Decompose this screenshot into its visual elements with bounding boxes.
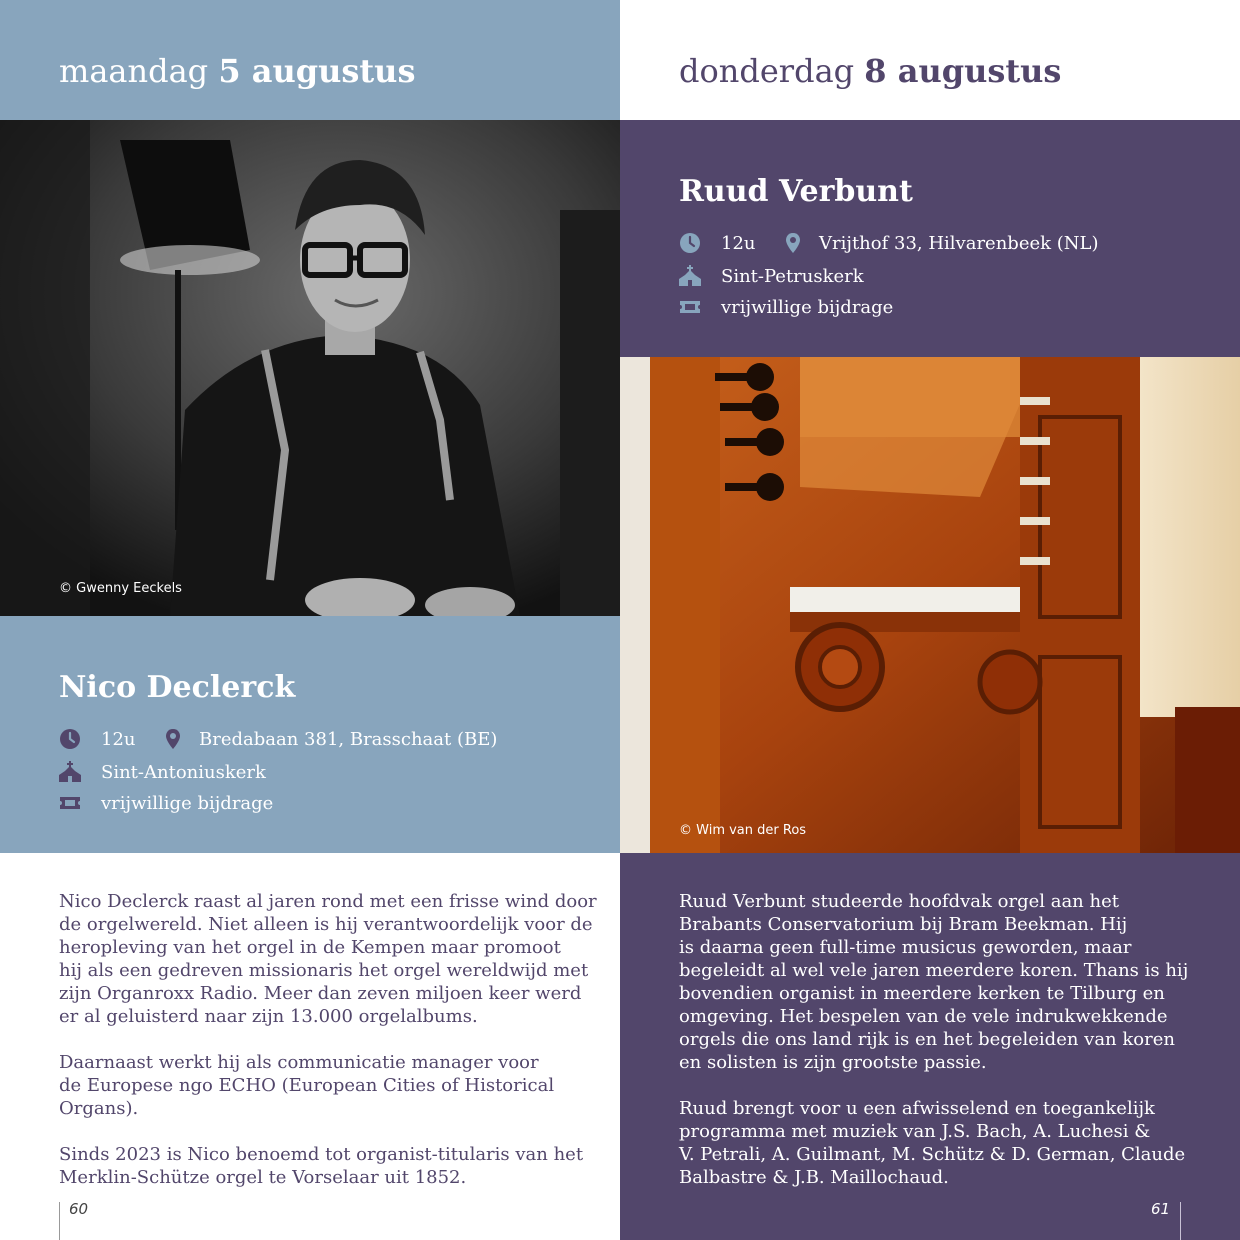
ticket-icon — [59, 792, 81, 814]
left-paragraph: Nico Declerck raast al jaren rond met een frisse wind door de orgelwereld. Niet alleen is hij verantwoordelijk voor de heropleving van het orgel in de Kempen maar promoot hij als een gedreven missionaris het orgel wereldwijd met zijn Organroxx Radio. Meer dan zeven miljoen keer werd er al geluisterd naar zijn 13.000 orgelalbums. — [59, 891, 597, 1027]
right-time: 12u — [721, 232, 756, 254]
location-pin-icon — [162, 728, 184, 750]
left-paragraph: Daarnaast werkt hij als communicatie manager voor de Europese ngo ECHO (European Cities of Historical Organs). — [59, 1052, 555, 1119]
right-church-row — [679, 265, 864, 287]
left-church-row — [59, 761, 266, 783]
right-church: Sint-Petruskerk — [721, 265, 864, 287]
right-page-number: 61 — [1151, 1200, 1171, 1218]
right-address: Vrijthof 33, Hilvarenbeek (NL) — [819, 232, 1099, 254]
left-day-heading — [59, 52, 415, 90]
left-page-number: 60 — [69, 1200, 89, 1218]
left-church: Sint-Antoniuskerk — [101, 761, 266, 783]
right-page-number-rule — [1180, 1202, 1181, 1240]
left-performer-name: Nico Declerck — [59, 670, 296, 705]
ticket-icon — [679, 296, 701, 318]
location-pin-icon — [782, 232, 804, 254]
clock-icon — [679, 232, 701, 254]
left-page-number-rule — [59, 1202, 60, 1240]
left-paragraph: Sinds 2023 is Nico benoemd tot organist-titularis van het Merklin-Schütze orgel te Vorselaar uit 1852. — [59, 1144, 584, 1188]
right-performer-name: Ruud Verbunt — [679, 174, 913, 209]
right-paragraph: Ruud brengt voor u een afwisselend en toegankelijk programma met muziek van J.S. Bach, A. Luchesi & V. Petrali, A. Guilmant, M. Schütz & D. German, Claude Balbastre & J.B. Maillochaud. — [679, 1098, 1186, 1188]
left-day-date: 5 augustus — [218, 52, 416, 90]
church-icon — [679, 265, 701, 287]
left-time: 12u — [101, 728, 136, 750]
right-day-heading — [679, 52, 1061, 90]
right-day-date: 8 augustus — [864, 52, 1062, 90]
right-price: vrijwillige bijdrage — [721, 296, 894, 318]
left-price-row — [59, 792, 273, 814]
left-photo-credit: © Gwenny Eeckels — [59, 581, 182, 596]
left-time-row — [59, 728, 136, 750]
right-time-row — [679, 232, 756, 254]
right-paragraph: Ruud Verbunt studeerde hoofdvak orgel aan het Brabants Conservatorium bij Bram Beekman. Hij is daarna geen full-time musicus geworden, maar begeleidt al wel vele jaren meerdere koren. Thans is hij bovendien organist in meerdere kerken te Tilburg en omgeving. Het bespelen van de vele indrukwekkende orgels die ons land rijk is en het begeleiden van koren en solisten is zijn grootste passie. — [679, 891, 1189, 1073]
right-day-prefix: donderdag — [679, 52, 865, 90]
right-photo-credit: © Wim van der Ros — [679, 823, 807, 838]
clock-icon — [59, 728, 81, 750]
right-biography — [679, 890, 1224, 1189]
left-price: vrijwillige bijdrage — [101, 792, 274, 814]
right-price-row — [679, 296, 893, 318]
church-icon — [59, 761, 81, 783]
left-biography — [59, 890, 604, 1189]
left-address: Bredabaan 381, Brasschaat (BE) — [199, 728, 498, 750]
right-address-row — [782, 232, 1099, 254]
left-performer-photo — [0, 120, 620, 616]
right-organ-photo — [620, 357, 1240, 853]
left-day-prefix: maandag — [59, 52, 219, 90]
left-address-row — [162, 728, 497, 750]
